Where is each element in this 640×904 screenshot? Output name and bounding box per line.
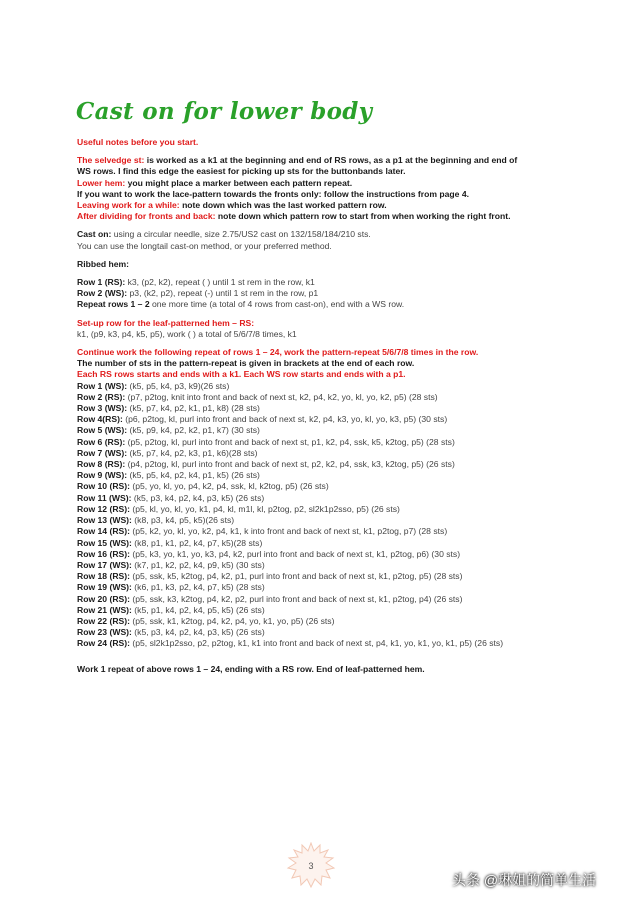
row-label: Row 2 (WS): xyxy=(77,288,128,299)
useful-notes-heading: Useful notes before you start. xyxy=(77,137,199,147)
row-label: Row 22 (RS): xyxy=(77,615,130,626)
note-label: The selvedge st: xyxy=(77,155,145,166)
row-text: (p5, k3, yo, k1, yo, k3, p4, k2, purl into front and back of next st, k1, p2tog, p6) (30 sts) xyxy=(132,548,461,559)
row-label: Row 1 (WS): xyxy=(77,380,128,391)
row-label: Row 10 (RS): xyxy=(77,481,130,492)
note-text: note down which was the last worked pattern row. xyxy=(182,200,387,211)
row-label: Row 7 (WS): xyxy=(77,447,128,458)
row-label: Row 5 (WS): xyxy=(77,425,128,436)
note-text: you might place a marker between each pattern repeat. xyxy=(127,177,353,188)
page-title: Cast on for lower body xyxy=(76,98,373,125)
row-text: (k5, p7, k4, p2, k1, p1, k8) (28 sts) xyxy=(129,403,260,414)
ribbed-row xyxy=(77,277,577,288)
pattern-row xyxy=(77,403,577,414)
row-text: (p4, p2tog, kl, purl into front and back of next st, p2, k2, p4, ssk, k3, k2tog, p5) (26 sts) xyxy=(127,459,455,470)
row-label: Row 19 (WS): xyxy=(77,582,132,593)
row-label: Row 21 (WS): xyxy=(77,604,132,615)
note-text: note down which pattern row to start from when working the right front. xyxy=(217,211,511,222)
note-label: Leaving work for a while: xyxy=(77,200,180,211)
row-text: (k8, p3, k4, p5, k5)(26 sts) xyxy=(134,515,235,526)
row-label: Row 23 (WS): xyxy=(77,627,132,638)
pattern-row xyxy=(77,515,577,526)
row-text: (p7, p2tog, knit into front and back of next st, k2, p4, k2, yo, kl, yo, k2, p5) (28 sts) xyxy=(127,391,438,402)
setup-heading: Set-up row for the leaf-patterned hem – RS: xyxy=(77,317,255,328)
row-label: Row 13 (WS): xyxy=(77,515,132,526)
row-label: Repeat rows 1 – 2 xyxy=(77,299,150,310)
note-label: After dividing for fronts and back: xyxy=(77,211,216,222)
row-label: Row 2 (RS): xyxy=(77,391,126,402)
pattern-row xyxy=(77,560,577,571)
row-text: (p5, k2, yo, kl, yo, k2, p4, k1, k into front and back of next st, k1, p2tog, p7) (28 sts) xyxy=(132,526,448,537)
row-label: Row 18 (RS): xyxy=(77,571,130,582)
row-label: Row 14 (RS): xyxy=(77,526,130,537)
row-text: (k5, p9, k4, p2, k2, p1, k7) (30 sts) xyxy=(129,425,260,436)
pattern-row xyxy=(77,627,577,638)
row-text: (p5, sl2k1p2sso, p2, p2tog, k1, k1 into front and back of next st, p4, k1, yo, k1, yo, k1, p5) (26 sts) xyxy=(132,638,504,649)
pattern-row xyxy=(77,582,577,593)
pattern-row xyxy=(77,459,577,470)
row-text: (k5, p5, k4, p2, k4, p1, k5) (26 sts) xyxy=(129,470,260,481)
pattern-row xyxy=(77,481,577,492)
note-text: WS rows. I find this edge the easiest for picking up sts for the buttonbands later. xyxy=(77,166,406,177)
row-text: (k5, p3, k4, p2, k4, p3, k5) (26 sts) xyxy=(134,627,265,638)
pattern-row xyxy=(77,392,577,403)
row-label: Row 20 (RS): xyxy=(77,593,130,604)
row-label: Row 11 (WS): xyxy=(77,492,132,503)
row-text: (p5, p2tog, kl, purl into front and back of next st, p1, k2, p4, ssk, k5, k2tog, p5) (28 sts) xyxy=(127,436,455,447)
row-label: Row 8 (RS): xyxy=(77,459,126,470)
row-text: (k7, p1, k2, p2, k4, p9, k5) (30 sts) xyxy=(134,559,265,570)
pattern-rows xyxy=(77,381,577,650)
cast-on-line xyxy=(77,229,577,240)
row-text: (k5, p1, k4, p2, k4, p5, k5) (26 sts) xyxy=(134,604,265,615)
row-text: (k5, p5, k4, p3, k9)(26 sts) xyxy=(129,380,230,391)
note-text: is worked as a k1 at the beginning and end of RS rows, as a p1 at the beginning and end of xyxy=(146,155,518,166)
pattern-row xyxy=(77,571,577,582)
row-label: Row 3 (WS): xyxy=(77,403,128,414)
note-selvedge xyxy=(77,155,577,166)
page-number-badge xyxy=(286,842,336,888)
cast-on-text2: You can use the longtail cast-on method, or your preferred method. xyxy=(77,240,332,251)
cast-on-text: using a circular needle, size 2.75/US2 cast on 132/158/184/210 sts. xyxy=(113,229,371,240)
pattern-row xyxy=(77,470,577,481)
row-text: (p5, ssk, k3, k2tog, p4, k2, p2, purl into front and back of next st, k1, p2tog, p4) (26 sts) xyxy=(132,593,463,604)
note-leaving xyxy=(77,200,577,211)
row-text: (p6, p2tog, kl, purl into front and back of next st, k2, p4, k3, yo, kl, yo, k3, p5) (30 sts) xyxy=(125,414,448,425)
pattern-row xyxy=(77,538,577,549)
pattern-row xyxy=(77,414,577,425)
row-label: Row 24 (RS): xyxy=(77,638,130,649)
row-label: Row 6 (RS): xyxy=(77,436,126,447)
row-text: one more time (a total of 4 rows from cast-on), end with a WS row. xyxy=(152,299,405,310)
row-label: Row 16 (RS): xyxy=(77,548,130,559)
setup-text: k1, (p9, k3, p4, k5, p5), work ( ) a total of 5/6/7/8 times, k1 xyxy=(77,328,297,339)
instructions-line2: The number of sts in the pattern-repeat is given in brackets at the end of each row. xyxy=(77,358,415,369)
row-label: Row 9 (WS): xyxy=(77,470,128,481)
pattern-row xyxy=(77,504,577,515)
ribbed-hem-heading: Ribbed hem: xyxy=(77,258,130,269)
row-text: k3, (p2, k2), repeat ( ) until 1 st rem in the row, k1 xyxy=(127,277,315,288)
row-text: p3, (k2, p2), repeat (-) until 1 st rem in the row, p1 xyxy=(129,288,319,299)
page-number: 3 xyxy=(308,861,314,871)
row-label: Row 4(RS): xyxy=(77,414,123,425)
row-label: Row 1 (RS): xyxy=(77,277,126,288)
ribbed-row xyxy=(77,288,577,299)
row-text: (k5, p3, k4, p2, k4, p3, k5) (26 sts) xyxy=(133,492,265,503)
note-lower-hem xyxy=(77,178,577,189)
pattern-row xyxy=(77,638,577,649)
pattern-row xyxy=(77,526,577,537)
pattern-row xyxy=(77,448,577,459)
watermark: 头条 @琳姐的简单生活 xyxy=(452,872,597,888)
note-lace: If you want to work the lace-pattern towards the fronts only: follow the instructions from page 4. xyxy=(77,188,470,199)
pattern-row xyxy=(77,594,577,605)
pattern-row xyxy=(77,549,577,560)
ribbed-repeat xyxy=(77,299,577,310)
instructions-line1: Continue work the following repeat of rows 1 – 24, work the pattern-repeat 5/6/7/8 times in the row. xyxy=(77,347,479,358)
row-text: (p5, yo, kl, yo, p4, k2, p4, ssk, kl, k2tog, p5) (26 sts) xyxy=(132,481,329,492)
row-label: Row 15 (WS): xyxy=(77,537,132,548)
note-label: Lower hem: xyxy=(77,177,126,188)
pattern-row xyxy=(77,381,577,392)
pattern-row xyxy=(77,616,577,627)
row-text: (p5, kl, yo, kl, yo, k1, p4, kl, m1l, kl, p2tog, p2, sl2k1p2sso, p5) (26 sts) xyxy=(132,503,400,514)
pattern-row xyxy=(77,425,577,436)
instructions-line3: Each RS rows starts and ends with a k1. Each WS row starts and ends with a p1. xyxy=(77,369,406,380)
row-text: (p5, ssk, k1, k2tog, p4, k2, p4, yo, k1, yo, p5) (26 sts) xyxy=(132,615,335,626)
row-text: (k5, p7, k4, p2, k3, p1, k6)(28 sts) xyxy=(129,447,258,458)
row-text: (k6, p1, k3, p2, k4, p7, k5) (28 sts) xyxy=(134,582,265,593)
cast-on-label: Cast on: xyxy=(77,229,112,240)
note-after-dividing xyxy=(77,211,577,222)
pattern-row xyxy=(77,605,577,616)
pattern-body xyxy=(77,137,577,675)
row-text: (k8, p1, k1, p2, k4, p7, k5)(28 sts) xyxy=(134,537,263,548)
row-text: (p5, ssk, k5, k2tog, p4, k2, p1, purl into front and back of next st, k1, p2tog, p5) (28 sts) xyxy=(132,571,463,582)
pattern-row xyxy=(77,493,577,504)
row-label: Row 12 (RS): xyxy=(77,503,130,514)
pattern-row xyxy=(77,437,577,448)
closing-text: Work 1 repeat of above rows 1 – 24, ending with a RS row. End of leaf-patterned hem. xyxy=(77,663,425,674)
row-label: Row 17 (WS): xyxy=(77,559,132,570)
